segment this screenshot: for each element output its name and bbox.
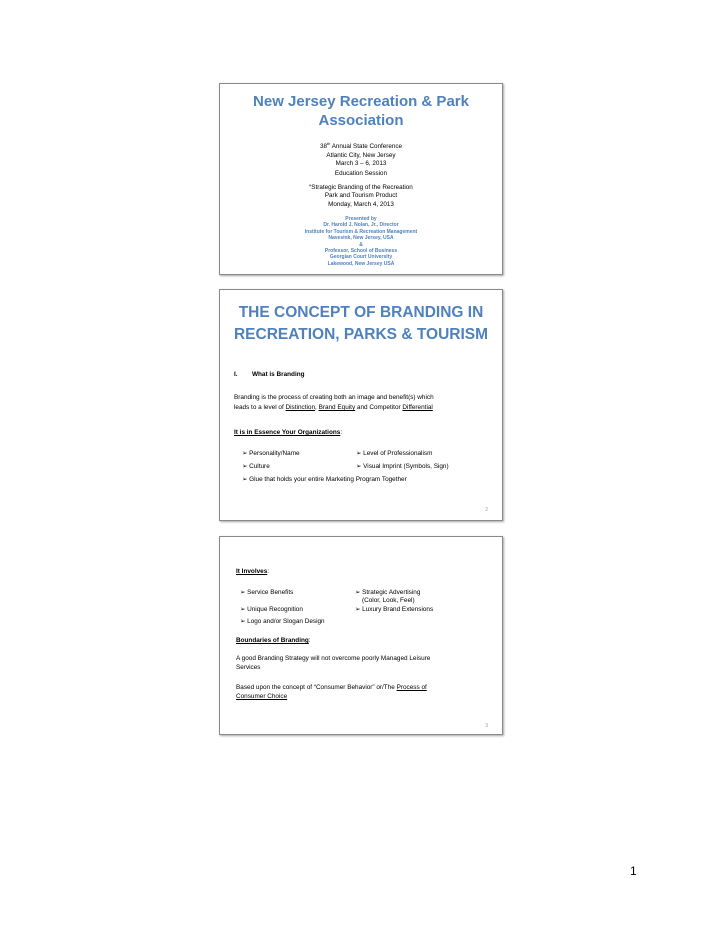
arrow-bullet-icon: ➢ <box>242 476 250 483</box>
presenter-line: & <box>359 241 363 248</box>
arrow-bullet-icon: ➢ <box>356 463 364 470</box>
conference-name: 38th Annual State Conference <box>319 141 403 151</box>
boundaries-text-line-2: Services <box>236 664 261 671</box>
boundaries-text-line-1: A good Branding Strategy will not overcome poorly Managed Leisure <box>236 655 431 662</box>
session-label: Education Session <box>334 170 388 177</box>
arrow-bullet-icon: ➢ <box>240 606 248 613</box>
section-title: What is Branding <box>252 371 305 378</box>
arrow-bullet-icon: ➢ <box>356 450 364 457</box>
presenter-block <box>220 216 502 267</box>
slide-1-title <box>220 92 502 130</box>
slide-2-title-line-1: THE CONCEPT OF BRANDING IN <box>238 304 484 321</box>
bullet-item: ➢ Strategic Advertising <box>355 589 421 596</box>
session-topic <box>220 184 502 209</box>
bullet-item: ➢ Logo and/or Slogan Design <box>240 618 325 625</box>
consumer-text-line-2: Consumer Choice <box>236 693 288 700</box>
slide-3 <box>219 536 503 735</box>
presenter-line: Professor, School of Business <box>324 248 398 255</box>
arrow-bullet-icon: ➢ <box>240 618 248 625</box>
arrow-bullet-icon: ➢ <box>355 606 363 613</box>
bullet-item: ➢ Personality/Name <box>242 450 300 457</box>
slide-2-title <box>220 302 502 346</box>
topic-line-3: Monday, March 4, 2013 <box>328 200 394 208</box>
bullet-item: ➢ Culture <box>242 463 270 470</box>
slide-2-title-line-2: RECREATION, PARKS & TOURISM <box>233 326 489 343</box>
arrow-bullet-icon: ➢ <box>242 450 250 457</box>
bullet-item: ➢ Level of Professionalism <box>356 450 433 457</box>
branding-definition-line-2: leads to a level of Distinction, Brand Equity and Competitor Differential <box>234 404 433 411</box>
arrow-bullet-icon: ➢ <box>355 589 363 596</box>
presenter-line: Institute for Tourism & Recreation Management <box>304 228 418 235</box>
bullet-item: ➢ Glue that holds your entire Marketing Program Together <box>242 476 407 483</box>
arrow-bullet-icon: ➢ <box>242 463 250 470</box>
slide-1-title-line-1: New Jersey Recreation & Park <box>253 93 469 110</box>
bullet-item: ➢ Luxury Brand Extensions <box>355 606 434 613</box>
presenter-line: Presented by <box>345 216 377 222</box>
slide-number: 3 <box>485 723 488 729</box>
bullet-item: ➢ Unique Recognition <box>240 606 303 613</box>
slide-1 <box>219 83 503 275</box>
presenter-line: Navesink, New Jersey, USA <box>328 235 394 242</box>
page-number: 1 <box>630 864 637 878</box>
bullet-subtext: (Color, Look, Feel) <box>362 597 415 604</box>
consumer-text-line-1: Based upon the concept of “Consumer Behavior” or/The Process of <box>236 684 427 691</box>
section-number: I. <box>234 371 238 378</box>
conference-dates: March 3 – 6, 2013 <box>335 159 387 167</box>
presenter-line: Dr. Harold J. Nolan, Jr., Director <box>323 222 399 229</box>
differential-term: Differential <box>402 404 433 411</box>
slide-1-title-line-2: Association <box>318 112 404 129</box>
bullet-item: ➢ Service Benefits <box>240 589 294 596</box>
topic-line-1: “Strategic Branding of the Recreation <box>309 184 413 191</box>
conference-location: Atlantic City, New Jersey <box>326 151 396 159</box>
slide-2 <box>219 289 503 521</box>
branding-definition-line-1: Branding is the process of creating both an image and benefit(s) which <box>234 394 434 401</box>
conference-info <box>220 140 502 168</box>
slide-number: 2 <box>485 507 488 513</box>
presenter-line: Lakewood, New Jersey USA <box>327 260 395 267</box>
involves-heading: It Involves: <box>236 568 270 575</box>
bullet-item: ➢ Visual Imprint (Symbols, Sign) <box>356 463 449 470</box>
essence-heading: It is in Essence Your Organizations: <box>234 429 343 436</box>
topic-line-2: Park and Tourism Product <box>324 192 398 200</box>
distinction-term: Distinction <box>285 404 315 411</box>
presenter-line: Georgian Court University <box>329 254 393 261</box>
arrow-bullet-icon: ➢ <box>240 589 248 596</box>
boundaries-heading: Boundaries of Branding: <box>236 637 311 644</box>
brand-equity-term: Brand Equity <box>318 404 356 411</box>
